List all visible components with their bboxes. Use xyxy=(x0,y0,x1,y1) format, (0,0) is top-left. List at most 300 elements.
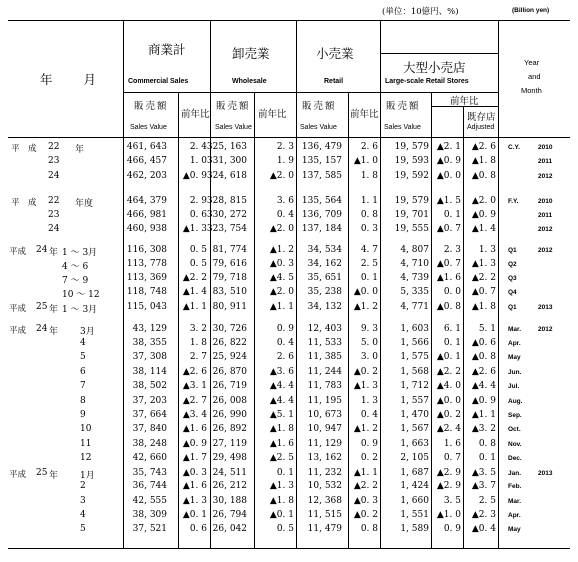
table-row xyxy=(0,510,578,522)
cell-r1: 11, 533 xyxy=(307,338,342,348)
row-era: 平成 xyxy=(9,326,27,336)
table-row xyxy=(0,453,578,465)
cell-w1: 26, 042 xyxy=(212,524,247,534)
cell-l2: ▲0. 7 xyxy=(436,224,461,234)
cell-w1: 324, 618 xyxy=(206,171,247,181)
cell-w2: ▲0. 1 xyxy=(269,510,294,520)
row-label-en: May xyxy=(508,354,521,361)
cell-l1: 1, 567 xyxy=(400,424,429,434)
yoy-header: 前年比 xyxy=(450,96,479,107)
cell-l2: ▲2. 9 xyxy=(436,468,461,478)
cell-l2: ▲0. 8 xyxy=(436,302,461,312)
cell-c1: 113, 778 xyxy=(126,259,167,269)
cell-l3: ▲1. 3 xyxy=(471,259,496,269)
cell-l3: ▲2. 2 xyxy=(471,273,496,283)
cell-c2: ▲0. 3 xyxy=(182,468,207,478)
cell-w2: 0. 1 xyxy=(276,468,294,478)
row-year-en: 2012 xyxy=(538,226,553,233)
cell-w2: ▲1. 8 xyxy=(269,496,294,506)
row-unit: 年 xyxy=(49,327,59,337)
cell-l1: 1, 557 xyxy=(400,396,429,406)
header-bottom-border xyxy=(8,137,570,138)
row-label-en: Apr. xyxy=(508,340,521,347)
and-header-en: and xyxy=(528,72,541,81)
row-year: 24 xyxy=(48,224,60,234)
row-label-en: Q2 xyxy=(508,261,517,268)
cell-l1: 19, 579 xyxy=(394,142,429,152)
row-year-en: 2010 xyxy=(538,198,553,205)
yoy-header: 前年比 xyxy=(258,109,287,120)
cell-r1: 136, 479 xyxy=(301,142,342,152)
cell-l2: ▲0. 0 xyxy=(436,396,461,406)
unit-note-en: (Billion yen) xyxy=(512,7,550,14)
cell-c2: ▲1. 3 xyxy=(182,496,207,506)
cell-l2: 0. 9 xyxy=(443,524,461,534)
cell-r1: 135, 564 xyxy=(301,196,342,206)
cell-l3: ▲0. 8 xyxy=(471,352,496,362)
table-row xyxy=(0,367,578,379)
cell-w2: 1. 9 xyxy=(276,156,294,166)
cell-r1: 11, 195 xyxy=(307,396,342,406)
row-unit: 年 xyxy=(49,305,59,315)
table-row xyxy=(0,468,578,480)
table-row xyxy=(0,410,578,422)
cell-l3: ▲2. 6 xyxy=(471,142,496,152)
table-row xyxy=(0,245,578,257)
cell-r2: ▲1. 0 xyxy=(353,156,378,166)
cell-l1: 19, 593 xyxy=(394,156,429,166)
cell-c2: ▲1. 1 xyxy=(182,302,207,312)
cell-l3: ▲4. 4 xyxy=(471,381,496,391)
cell-r1: 34, 162 xyxy=(307,259,342,269)
cell-r2: 2. 6 xyxy=(360,142,378,152)
row-month: 12 xyxy=(80,453,92,463)
cell-l2: ▲0. 7 xyxy=(436,259,461,269)
cell-r2: ▲0. 3 xyxy=(353,496,378,506)
row-month: 2 xyxy=(80,481,86,491)
cell-l2: ▲0. 1 xyxy=(436,352,461,362)
cell-c1: 38, 309 xyxy=(132,510,167,520)
row-month: 1 ～ 3月 xyxy=(62,305,98,315)
cell-l2: 0. 0 xyxy=(443,287,461,297)
row-year-en: 2011 xyxy=(538,212,553,219)
row-label-en: Jan. xyxy=(508,470,522,477)
table-row xyxy=(0,338,578,350)
cell-l2: ▲1. 0 xyxy=(436,510,461,520)
cell-c2: ▲3. 4 xyxy=(182,410,207,420)
table-row xyxy=(0,381,578,393)
cell-r2: ▲1. 1 xyxy=(353,468,378,478)
cell-r1: 135, 157 xyxy=(301,156,342,166)
cell-r1: 11, 385 xyxy=(307,352,342,362)
cell-w2: ▲5. 1 xyxy=(269,410,294,420)
row-year: 24 xyxy=(36,324,48,334)
retail-header: 小売業 xyxy=(316,46,354,61)
row-year: 22 xyxy=(48,196,60,206)
cell-c1: 38, 502 xyxy=(132,381,167,391)
cell-r1: 35, 651 xyxy=(307,273,342,283)
row-year-en: 2011 xyxy=(538,158,553,165)
cell-l2: ▲0. 9 xyxy=(436,156,461,166)
sales-header: 販売額 xyxy=(386,101,421,112)
cell-l1: 4, 739 xyxy=(400,273,429,283)
cell-l3: ▲2. 3 xyxy=(471,510,496,520)
cell-w1: 26, 870 xyxy=(212,367,247,377)
cell-w1: 83, 510 xyxy=(212,287,247,297)
cell-w1: 328, 815 xyxy=(206,196,247,206)
cell-l2: ▲2. 4 xyxy=(436,424,461,434)
cell-w1: 325, 163 xyxy=(206,142,247,152)
cell-c1: 38, 114 xyxy=(132,367,167,377)
row-unit: 年 xyxy=(49,248,59,258)
cell-r1: 10, 673 xyxy=(307,410,342,420)
row-month: 9 xyxy=(80,410,86,420)
cell-c1: 464, 379 xyxy=(126,196,167,206)
cell-l3: ▲0. 9 xyxy=(471,396,496,406)
cell-c1: 466, 981 xyxy=(126,210,167,220)
cell-c1: 116, 308 xyxy=(126,245,167,255)
cell-l3: ▲3. 2 xyxy=(471,424,496,434)
row-month: 4 xyxy=(80,510,86,520)
cell-r2: 0. 4 xyxy=(360,410,378,420)
cell-l1: 4, 807 xyxy=(400,245,429,255)
cell-l3: ▲3. 7 xyxy=(471,481,496,491)
cell-r1: 34, 132 xyxy=(307,302,342,312)
cell-r2: 0. 1 xyxy=(360,273,378,283)
row-label-en: Q1 xyxy=(508,247,517,254)
cell-w1: 79, 616 xyxy=(212,259,247,269)
cell-w1: 331, 300 xyxy=(206,156,247,166)
cell-r1: 35, 238 xyxy=(307,287,342,297)
row-year-en: 2012 xyxy=(538,173,553,180)
large-retail-header: 大型小売店 xyxy=(403,60,466,75)
unit-note: (単位：10億円、%) xyxy=(382,7,459,17)
cell-w2: ▲3. 6 xyxy=(269,367,294,377)
row-label-en: Mar. xyxy=(508,326,522,333)
cell-w1: 26, 719 xyxy=(212,381,247,391)
cell-l3: 1. 3 xyxy=(478,245,496,255)
cell-l2: ▲4. 0 xyxy=(436,381,461,391)
cell-l1: 1, 551 xyxy=(400,510,429,520)
row-year: 22 xyxy=(48,142,60,152)
row-month: 11 xyxy=(80,439,92,449)
cell-c2: ▲1. 7 xyxy=(182,453,207,463)
cell-l1: 1, 568 xyxy=(400,367,429,377)
cell-w1: 330, 272 xyxy=(206,210,247,220)
cell-c2: ▲0. 9 xyxy=(182,171,207,181)
cell-r1: 11, 129 xyxy=(307,439,342,449)
row-year-en: 2013 xyxy=(538,304,553,311)
cell-l2: 6. 1 xyxy=(443,324,461,334)
cell-r2: 3. 0 xyxy=(360,352,378,362)
adjusted-header-en: Adjusted xyxy=(467,124,495,131)
cell-l3: ▲0. 4 xyxy=(471,524,496,534)
cell-w2: ▲1. 2 xyxy=(269,245,294,255)
month-header-en: Month xyxy=(521,86,542,95)
cell-w2: ▲0. 3 xyxy=(269,259,294,269)
cell-l2: ▲2. 9 xyxy=(436,481,461,491)
cell-w1: 26, 822 xyxy=(212,338,247,348)
table-row xyxy=(0,396,578,408)
year-header-en: Year xyxy=(524,58,540,67)
table-row xyxy=(0,171,578,183)
cell-r2: 1. 8 xyxy=(360,171,378,181)
row-year-en: 2012 xyxy=(538,247,553,254)
cell-c2: ▲1. 6 xyxy=(182,481,207,491)
cell-c1: 37, 203 xyxy=(132,396,167,406)
row-month: 8 xyxy=(80,396,86,406)
yoy-header: 前年比 xyxy=(350,109,379,120)
cell-r1: 137, 585 xyxy=(301,171,342,181)
row-label-en: Dec. xyxy=(508,455,522,462)
wholesale-header: 卸売業 xyxy=(232,46,270,61)
cell-w1: 27, 119 xyxy=(212,439,247,449)
cell-r1: 11, 244 xyxy=(307,367,342,377)
cell-w2: ▲4. 4 xyxy=(269,381,294,391)
cell-r2: 0. 2 xyxy=(360,453,378,463)
cell-r2: 0. 8 xyxy=(360,524,378,534)
cell-w2: ▲1. 3 xyxy=(269,481,294,491)
table-row xyxy=(0,142,578,154)
cell-c2: 2. 4 xyxy=(189,142,207,152)
cell-c2: ▲2. 7 xyxy=(182,396,207,406)
cell-l1: 4, 710 xyxy=(400,259,429,269)
header-sub-border xyxy=(380,53,498,54)
cell-l3: ▲1. 4 xyxy=(471,224,496,234)
cell-w1: 81, 774 xyxy=(212,245,247,255)
row-label-en: Nov. xyxy=(508,441,522,448)
cell-r1: 10, 947 xyxy=(307,424,342,434)
cell-l3: ▲0. 8 xyxy=(471,171,496,181)
cell-l3: ▲0. 7 xyxy=(471,287,496,297)
cell-w1: 25, 924 xyxy=(212,352,247,362)
table-row xyxy=(0,524,578,536)
cell-r2: 1. 1 xyxy=(360,196,378,206)
row-unit: 年度 xyxy=(75,199,94,209)
cell-r1: 34, 534 xyxy=(307,245,342,255)
cell-l1: 5, 335 xyxy=(400,287,429,297)
cell-r2: 0. 9 xyxy=(360,439,378,449)
cell-w2: ▲1. 1 xyxy=(269,302,294,312)
cell-c2: ▲1. 3 xyxy=(182,224,207,234)
row-label-en: May xyxy=(508,526,521,533)
cell-c1: 461, 643 xyxy=(126,142,167,152)
existing-store-header: 既存店 xyxy=(467,112,496,123)
cell-r1: 136, 709 xyxy=(301,210,342,220)
row-label-en: Mar. xyxy=(508,498,522,505)
cell-r1: 11, 515 xyxy=(307,510,342,520)
cell-c1: 37, 308 xyxy=(132,352,167,362)
cell-r1: 12, 368 xyxy=(307,496,342,506)
cell-c1: 37, 664 xyxy=(132,410,167,420)
cell-r2: ▲0. 2 xyxy=(353,510,378,520)
sales-header-en: Sales Value xyxy=(300,124,337,131)
row-unit: 年 xyxy=(75,145,85,155)
cell-r2: 5. 0 xyxy=(360,338,378,348)
table-row xyxy=(0,156,578,168)
cell-l3: ▲1. 1 xyxy=(471,410,496,420)
cell-l1: 1, 589 xyxy=(400,524,429,534)
row-era: 平 成 xyxy=(11,198,37,208)
cell-w2: 2. 6 xyxy=(276,352,294,362)
cell-c1: 36, 744 xyxy=(132,481,167,491)
cell-l1: 1, 603 xyxy=(400,324,429,334)
top-border xyxy=(8,20,570,21)
row-year: 24 xyxy=(48,171,60,181)
cell-r2: 2. 5 xyxy=(360,259,378,269)
commercial-header: 商業計 xyxy=(148,42,186,57)
cell-l1: 1, 660 xyxy=(400,496,429,506)
row-month: 10 ～ 12 xyxy=(62,290,100,300)
cell-r2: ▲0. 2 xyxy=(353,367,378,377)
cell-c1: 115, 043 xyxy=(126,302,167,312)
cell-l2: ▲0. 0 xyxy=(436,171,461,181)
cell-w2: 0. 9 xyxy=(276,324,294,334)
cell-l3: 0. 8 xyxy=(478,439,496,449)
row-label-en: F.Y. xyxy=(508,198,519,205)
row-era: 平成 xyxy=(9,247,27,257)
cell-r1: 10, 532 xyxy=(307,481,342,491)
cell-l1: 1, 470 xyxy=(400,410,429,420)
cell-l3: 5. 1 xyxy=(478,324,496,334)
row-label-en: Q4 xyxy=(508,289,517,296)
row-month: 7 xyxy=(80,381,86,391)
cell-w2: ▲2. 0 xyxy=(269,287,294,297)
cell-c2: ▲0. 9 xyxy=(182,439,207,449)
row-month: 3 xyxy=(80,496,86,506)
cell-l1: 19, 555 xyxy=(394,224,429,234)
table-row xyxy=(0,224,578,236)
cell-l3: ▲2. 0 xyxy=(471,196,496,206)
table-row xyxy=(0,210,578,222)
cell-w2: 0. 4 xyxy=(276,210,294,220)
cell-w2: ▲2. 0 xyxy=(269,171,294,181)
sales-header-en: Sales Value xyxy=(384,124,421,131)
cell-w1: 30, 726 xyxy=(212,324,247,334)
sales-header-en: Sales Value xyxy=(130,124,167,131)
cell-r1: 11, 479 xyxy=(307,524,342,534)
cell-r2: 1. 3 xyxy=(360,396,378,406)
cell-l2: 0. 7 xyxy=(443,453,461,463)
cell-c1: 35, 743 xyxy=(132,468,167,478)
cell-c1: 43, 129 xyxy=(132,324,167,334)
table-row xyxy=(0,439,578,451)
cell-r2: ▲0. 0 xyxy=(353,287,378,297)
cell-c2: ▲1. 6 xyxy=(182,424,207,434)
cell-l1: 19, 701 xyxy=(394,210,429,220)
row-unit: 年 xyxy=(49,471,59,481)
cell-l3: ▲0. 6 xyxy=(471,338,496,348)
sales-header-en: Sales Value xyxy=(215,124,252,131)
cell-l2: 3. 5 xyxy=(443,496,461,506)
cell-w1: 24, 511 xyxy=(212,468,247,478)
row-month: 7 ～ 9 xyxy=(62,276,89,286)
cell-c2: 1. 0 xyxy=(189,156,207,166)
year-month-header: 年 月 xyxy=(40,72,99,87)
cell-w2: 3. 6 xyxy=(276,196,294,206)
table-row xyxy=(0,273,578,285)
cell-c2: 0. 5 xyxy=(189,245,207,255)
cell-w2: ▲2. 5 xyxy=(269,453,294,463)
table-row xyxy=(0,196,578,208)
cell-l3: 2. 5 xyxy=(478,496,496,506)
cell-l3: ▲0. 9 xyxy=(471,210,496,220)
cell-w2: ▲1. 8 xyxy=(269,424,294,434)
row-month: 3月 xyxy=(80,327,95,337)
cell-w1: 30, 188 xyxy=(212,496,247,506)
row-year-en: 2013 xyxy=(538,470,553,477)
row-label-en: Oct. xyxy=(508,426,521,433)
wholesale-header-en: Wholesale xyxy=(232,78,267,85)
row-year: 23 xyxy=(48,210,60,220)
cell-r1: 12, 403 xyxy=(307,324,342,334)
retail-header-en: Retail xyxy=(324,78,344,85)
cell-l1: 2, 105 xyxy=(400,453,429,463)
row-label-en: Jul. xyxy=(508,383,520,390)
cell-c2: 0. 6 xyxy=(189,210,207,220)
row-month: 5 xyxy=(80,524,86,534)
row-month: 10 xyxy=(80,424,92,434)
row-label-en: Jun. xyxy=(508,369,522,376)
cell-r2: 0. 8 xyxy=(360,210,378,220)
row-label-en: Aug. xyxy=(508,398,523,405)
cell-l3: ▲3. 5 xyxy=(471,468,496,478)
cell-l2: ▲2. 2 xyxy=(436,367,461,377)
table-row xyxy=(0,259,578,271)
cell-l3: ▲1. 8 xyxy=(471,302,496,312)
row-label-en: Sep. xyxy=(508,412,522,419)
row-month: 5 xyxy=(80,352,86,362)
row-label-en: Q1 xyxy=(508,304,517,311)
cell-l2: 0. 1 xyxy=(443,338,461,348)
row-year-en: 2012 xyxy=(538,326,553,333)
row-label-en: Feb. xyxy=(508,483,522,490)
row-year-en: 2010 xyxy=(538,144,553,151)
row-month: 6 xyxy=(80,367,86,377)
cell-w2: 2. 3 xyxy=(276,142,294,152)
cell-w1: 26, 892 xyxy=(212,424,247,434)
cell-r1: 11, 783 xyxy=(307,381,342,391)
cell-l1: 19, 579 xyxy=(394,196,429,206)
row-month: 1月 xyxy=(80,471,95,481)
cell-r2: ▲2. 2 xyxy=(353,481,378,491)
cell-w1: 29, 498 xyxy=(212,453,247,463)
cell-r1: 137, 184 xyxy=(301,224,342,234)
header-mid-border xyxy=(123,92,498,93)
row-month: 4 ～ 6 xyxy=(62,262,89,272)
cell-l1: 1, 566 xyxy=(400,338,429,348)
cell-l2: ▲1. 6 xyxy=(436,273,461,283)
cell-l1: 1, 663 xyxy=(400,439,429,449)
cell-c2: 2. 9 xyxy=(189,196,207,206)
bottom-border xyxy=(8,548,570,549)
cell-l2: ▲2. 1 xyxy=(436,142,461,152)
row-era: 平 成 xyxy=(11,144,37,154)
cell-r2: 4. 7 xyxy=(360,245,378,255)
cell-c2: 2. 7 xyxy=(189,352,207,362)
row-year: 25 xyxy=(36,468,48,478)
commercial-header-en: Commercial Sales xyxy=(128,78,189,85)
row-era: 平成 xyxy=(9,470,27,480)
cell-w1: 323, 754 xyxy=(206,224,247,234)
sales-header: 販売額 xyxy=(302,101,337,112)
cell-w1: 26, 990 xyxy=(212,410,247,420)
cell-c1: 466, 457 xyxy=(126,156,167,166)
cell-w1: 26, 212 xyxy=(212,481,247,491)
cell-l1: 1, 687 xyxy=(400,468,429,478)
row-month: 4 xyxy=(80,338,86,348)
row-month: 1 ～ 3月 xyxy=(62,248,98,258)
